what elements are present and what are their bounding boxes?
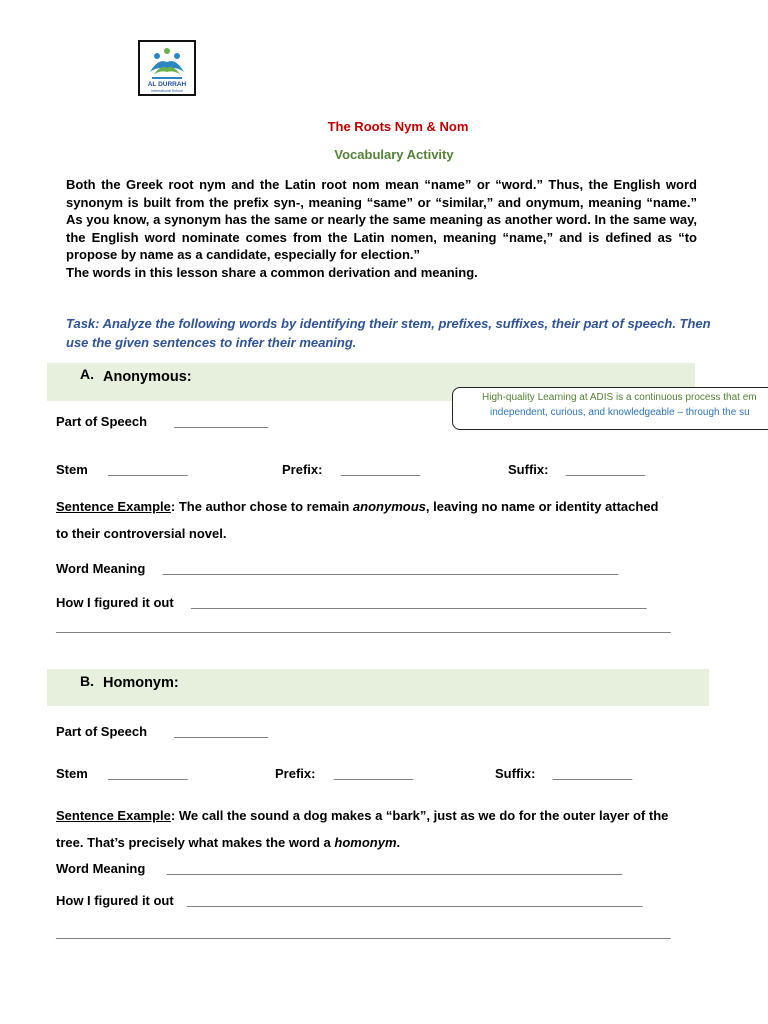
prefix-blank-b[interactable]: ___________ bbox=[333, 766, 414, 781]
sentence-a-emphasis: anonymous bbox=[352, 499, 426, 514]
how-figured-blank-b[interactable]: _______________________________________________________________ bbox=[186, 893, 643, 908]
how-figured-blank-a[interactable]: _______________________________________________________________ bbox=[190, 595, 647, 610]
logo-subtext: International School bbox=[151, 89, 183, 93]
stem-label: Stem bbox=[56, 462, 88, 477]
stem-blank-b[interactable]: ___________ bbox=[108, 766, 188, 781]
prefix-label: Prefix: bbox=[282, 462, 323, 477]
prefix-row-b bbox=[275, 766, 413, 781]
word-meaning-label: Word Meaning bbox=[56, 561, 146, 576]
how-figured-row-b bbox=[56, 893, 642, 908]
prefix-label-b: Prefix: bbox=[275, 766, 316, 781]
how-figured-label: How I figured it out bbox=[56, 595, 174, 610]
school-logo bbox=[138, 40, 196, 96]
suffix-blank-a[interactable]: ___________ bbox=[565, 462, 646, 477]
stem-label-b: Stem bbox=[56, 766, 88, 781]
intro-text bbox=[66, 176, 697, 282]
part-of-speech-blank-b[interactable]: _____________ bbox=[174, 724, 269, 739]
word-meaning-label-b: Word Meaning bbox=[56, 861, 146, 876]
logo-text: AL DURRAH bbox=[147, 81, 187, 88]
sentence-b-part-2: tree. That’s precisely what makes the word a bbox=[56, 835, 335, 850]
part-of-speech-label: Part of Speech bbox=[56, 414, 148, 429]
suffix-label-b: Suffix: bbox=[495, 766, 536, 781]
word-meaning-row-b bbox=[56, 861, 622, 876]
sentence-a-part-1: : The author chose to remain bbox=[170, 499, 353, 514]
sentence-example-b bbox=[56, 808, 668, 823]
sentence-b-part-3: . bbox=[396, 835, 401, 850]
part-of-speech-row-a bbox=[56, 414, 268, 429]
callout-line-1: High-quality Learning at ADIS is a continuous process that em bbox=[482, 392, 757, 403]
part-of-speech-label-b: Part of Speech bbox=[56, 724, 148, 739]
section-b-title: Homonym: bbox=[103, 675, 179, 691]
section-a-title: Anonymous: bbox=[103, 369, 192, 385]
learning-callout bbox=[452, 387, 768, 430]
intro-paragraph: Both the Greek root nym and the Latin root nom mean “name” or “word.” Thus, the English word synonym is built from the prefix syn-, meaning “same” or “similar,” and onymum, meaning “name.” As you know, a synonym has the same or nearly the same meaning as another word. In the same way, the English word nominate comes from the Latin nomen, meaning “name,” and is defined as “to propose by name as a candidate, especially for election.” bbox=[66, 177, 697, 263]
task-instructions: Task: Analyze the following words by identifying their stem, prefixes, suffixes, their part of speech. Then use the given sentences to infer their meaning. bbox=[66, 316, 711, 350]
sentence-a-part-2: , leaving no name or identity attached bbox=[425, 499, 659, 514]
sentence-example-a bbox=[56, 499, 659, 514]
sentence-b-part-1: : We call the sound a dog makes a “bark”, just as we do for the outer layer of the bbox=[170, 808, 669, 823]
suffix-blank-b[interactable]: ___________ bbox=[552, 766, 633, 781]
prefix-row-a bbox=[282, 462, 420, 477]
how-figured-row-a bbox=[56, 595, 646, 610]
sentence-a-line-2: to their controversial novel. bbox=[56, 526, 227, 541]
callout-line-2: independent, curious, and knowledgeable – through the su bbox=[490, 407, 750, 418]
extra-line-a[interactable]: _____________________________________________________________________________________ bbox=[56, 619, 671, 634]
suffix-label: Suffix: bbox=[508, 462, 549, 477]
stem-row-b bbox=[56, 766, 188, 781]
word-meaning-blank-a[interactable]: _______________________________________________________________ bbox=[162, 561, 619, 576]
page-subtitle: Vocabulary Activity bbox=[334, 147, 454, 162]
extra-line-b[interactable]: _____________________________________________________________________________________ bbox=[56, 925, 671, 940]
word-meaning-row-a bbox=[56, 561, 618, 576]
intro-closing: The words in this lesson share a common derivation and meaning. bbox=[66, 264, 478, 280]
sentence-example-label-b: Sentence Example bbox=[56, 808, 171, 823]
word-meaning-blank-b[interactable]: _______________________________________________________________ bbox=[166, 861, 623, 876]
page-title: The Roots Nym & Nom bbox=[327, 119, 469, 134]
part-of-speech-blank-a[interactable]: _____________ bbox=[174, 414, 269, 429]
sentence-example-label: Sentence Example bbox=[56, 499, 171, 514]
how-figured-label-b: How I figured it out bbox=[56, 893, 174, 908]
stem-row-a bbox=[56, 462, 188, 477]
part-of-speech-row-b bbox=[56, 724, 268, 739]
stem-blank-a[interactable]: ___________ bbox=[108, 462, 188, 477]
section-b-letter: B. bbox=[80, 673, 94, 689]
sentence-b-emphasis: homonym bbox=[334, 835, 397, 850]
section-a-letter: A. bbox=[80, 366, 94, 382]
suffix-row-a bbox=[508, 462, 645, 477]
suffix-row-b bbox=[495, 766, 632, 781]
sentence-b-line-2 bbox=[56, 835, 400, 850]
prefix-blank-a[interactable]: ___________ bbox=[340, 462, 421, 477]
